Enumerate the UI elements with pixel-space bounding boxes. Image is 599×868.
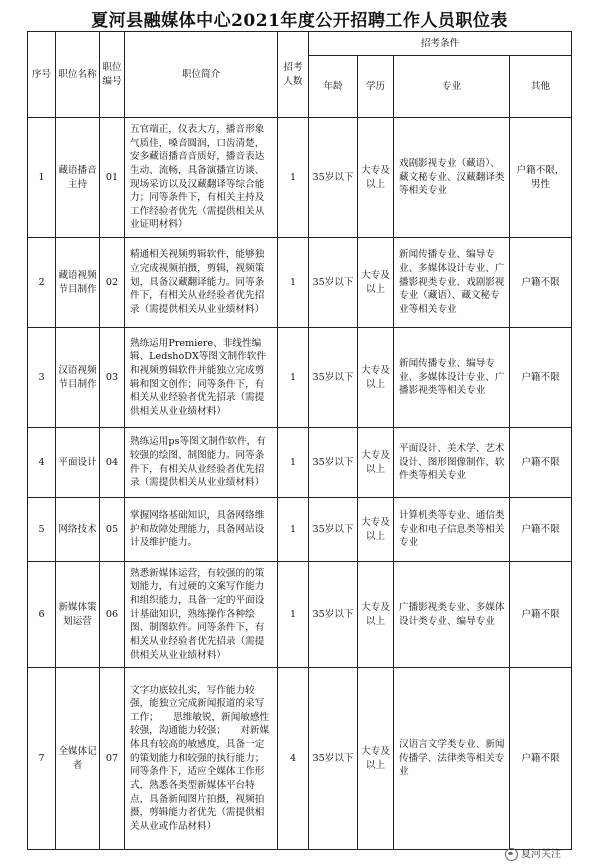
row-edu: 大专及以上 xyxy=(358,668,394,850)
table-row xyxy=(28,498,572,562)
row-job-name: 平面设计 xyxy=(56,428,100,498)
row-major: 广播影视类专业、多媒体设计类专业、编导专业 xyxy=(394,562,510,668)
row-age: 35岁以下 xyxy=(309,238,358,328)
row-edu: 大专及以上 xyxy=(358,498,394,562)
row-count: 1 xyxy=(278,428,309,498)
watermark xyxy=(505,845,561,861)
table-row xyxy=(28,328,572,428)
row-job-name: 汉语视频节目制作 xyxy=(56,328,100,428)
header-count: 招考人数 xyxy=(278,32,309,118)
watermark-text: 夏河关注 xyxy=(521,849,561,860)
row-job-desc: 掌握网络基础知识，具备网络维护和故障处理能力，具备网站设计及维护能力。 xyxy=(125,498,278,562)
row-major: 平面设计、美术学、艺术设计、图形图像制作、软件类等相关专业 xyxy=(394,428,510,498)
row-age: 35岁以下 xyxy=(309,498,358,562)
row-age: 35岁以下 xyxy=(309,562,358,668)
wechat-icon xyxy=(505,848,518,861)
row-other: 户籍不限 xyxy=(510,562,572,668)
row-job-code: 07 xyxy=(100,668,125,850)
row-other: 户籍不限 xyxy=(510,668,572,850)
header-seq: 序号 xyxy=(28,32,56,118)
row-job-desc: 熟悉新媒体运营，有较强的的策划能力，有过硬的文案写作能力和组织能力，具备一定的平面设计基础知识，熟练操作各种绘图、制图软件。同等条件下，有相关从业经验者优先招录（需提供相关从业业绩材料） xyxy=(125,562,278,668)
row-count: 1 xyxy=(278,562,309,668)
row-job-desc: 熟练运用Premiere、非线性编辑、LedshoDX等图文制作软件和视频剪辑软件并能独立完成剪辑和图文创作；同等条件下，有相关从业经验者优先招录（需提供相关从业业绩材料） xyxy=(125,328,278,428)
row-job-code: 01 xyxy=(100,118,125,238)
header-edu: 学历 xyxy=(358,56,394,118)
row-seq: 2 xyxy=(28,238,56,328)
row-seq: 3 xyxy=(28,328,56,428)
row-job-name: 藏语视频节目制作 xyxy=(56,238,100,328)
header-job-code: 职位编号 xyxy=(100,32,125,118)
row-edu: 大专及以上 xyxy=(358,328,394,428)
row-major: 戏剧影视专业（藏语）、藏文秘专业、汉藏翻译类等相关专业 xyxy=(394,118,510,238)
row-age: 35岁以下 xyxy=(309,118,358,238)
row-seq: 4 xyxy=(28,428,56,498)
position-table xyxy=(27,31,572,850)
table-row xyxy=(28,118,572,238)
table-row xyxy=(28,668,572,850)
row-major: 计算机类等专业、通信类专业和电子信息类等相关专业 xyxy=(394,498,510,562)
row-edu: 大专及以上 xyxy=(358,238,394,328)
row-major: 汉语言文学类专业、新闻传播学、法律类等相关专业 xyxy=(394,668,510,850)
page-title: 夏河县融媒体中心2021年度公开招聘工作人员职位表 xyxy=(91,11,508,31)
row-count: 1 xyxy=(278,498,309,562)
row-count: 4 xyxy=(278,668,309,850)
row-major: 新闻传播专业、编导专业、多媒体设计专业、广播影视类专业、戏剧影视专业（藏语）、藏文秘专业等相关专业 xyxy=(394,238,510,328)
row-job-code: 06 xyxy=(100,562,125,668)
header-job-name: 职位名称 xyxy=(56,32,100,118)
header-major: 专业 xyxy=(394,56,510,118)
row-age: 35岁以下 xyxy=(309,328,358,428)
row-other: 户籍不限 xyxy=(510,328,572,428)
row-edu: 大专及以上 xyxy=(358,562,394,668)
row-other: 户籍不限 xyxy=(510,428,572,498)
row-other: 户籍不限，男性 xyxy=(510,118,572,238)
row-edu: 大专及以上 xyxy=(358,118,394,238)
row-seq: 5 xyxy=(28,498,56,562)
row-job-desc: 文字功底较扎实，写作能力较强，能独立完成新闻报道的采写工作； 思维敏锐，新闻敏感性较强，沟通能力较强； 对新媒体具有较高的敏感度，具备一定的策划能力和较强的执行能力；同等条件下，适应全媒体工作形式，熟悉各类型新媒体平台特点，具备新闻图片拍摄，视频拍摄，剪辑能力者优先（需提供相关从业或作品材料） xyxy=(125,668,278,850)
row-job-code: 03 xyxy=(100,328,125,428)
row-job-desc: 熟练运用ps等图文制作软件，有较强的绘图、制图能力。同等条件下，有相关从业经验者优先招录（需提供相关从业业绩材料） xyxy=(125,428,278,498)
row-job-code: 02 xyxy=(100,238,125,328)
table-row xyxy=(28,428,572,498)
row-job-desc: 五官端正，仪表大方，播音形象气质佳，嗓音圆润，口齿清楚，安多藏语播音音质好，播音表达生动、流畅，具备演播宣访谈、现场采访以及汉藏翻译等综合能力；同等条件下，有相关主持及工作经验者优先（需提供相关从业证明材料） xyxy=(125,118,278,238)
row-job-name: 新媒体策划运营 xyxy=(56,562,100,668)
header-other: 其他 xyxy=(510,56,572,118)
row-job-name: 全媒体记者 xyxy=(56,668,100,850)
row-seq: 6 xyxy=(28,562,56,668)
header-age: 年龄 xyxy=(309,56,358,118)
row-job-name: 网络技术 xyxy=(56,498,100,562)
row-count: 1 xyxy=(278,118,309,238)
row-major: 新闻传播专业、编导专业、多媒体设计专业、广播影视类等相关专业 xyxy=(394,328,510,428)
row-seq: 1 xyxy=(28,118,56,238)
header-job-desc: 职位简介 xyxy=(125,32,278,118)
row-age: 35岁以下 xyxy=(309,428,358,498)
row-seq: 7 xyxy=(28,668,56,850)
row-count: 1 xyxy=(278,328,309,428)
row-count: 1 xyxy=(278,238,309,328)
table-row xyxy=(28,562,572,668)
row-other: 户籍不限 xyxy=(510,238,572,328)
row-age: 35岁以下 xyxy=(309,668,358,850)
row-job-code: 04 xyxy=(100,428,125,498)
row-edu: 大专及以上 xyxy=(358,428,394,498)
table-row xyxy=(28,238,572,328)
header-conditions: 招考条件 xyxy=(309,32,572,56)
row-job-code: 05 xyxy=(100,498,125,562)
row-other: 户籍不限 xyxy=(510,498,572,562)
row-job-name: 藏语播音主持 xyxy=(56,118,100,238)
row-job-desc: 精通相关视频剪辑软件，能够独立完成视频拍摄，剪辑，视频策划，具备汉藏翻译能力。同等条件下，有相关从业经验者优先招录（需提供相关从业业绩材料） xyxy=(125,238,278,328)
